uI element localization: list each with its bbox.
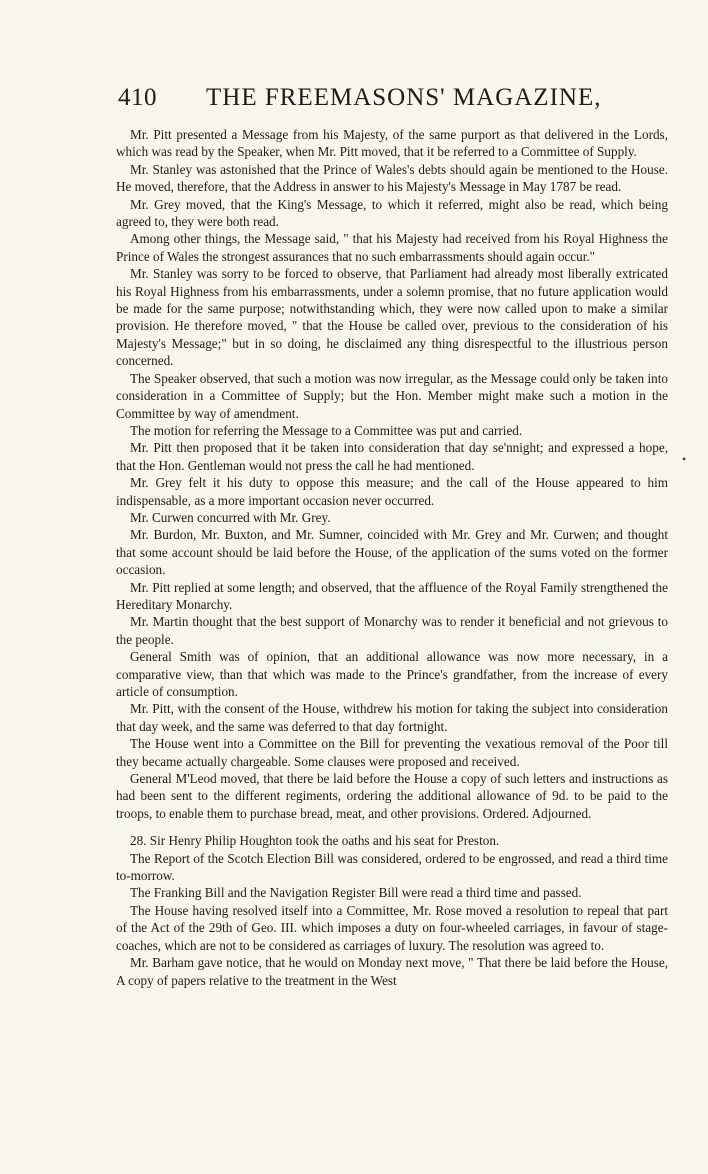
paragraph: The motion for referring the Message to a Committee was put and carried. [130, 422, 523, 438]
paragraph: The Franking Bill and the Navigation Register Bill were read a third time and passed. [130, 885, 582, 901]
page-number: 410 [118, 84, 157, 111]
paragraph: Mr. Stanley was sorry to be forced to observe, that Parliament had already most liberally extricated his Royal Highness from his embarrassments, under a solemn promise, that no future application would be made for the same purpose; notwithstanding which, they were now called upon to make a similar provision. He therefore moved, " that the House be called over, previous to the consideration of his Majesty's Message;" but in so doing, he disclaimed any thing disrespectful to the illustrious person concerned. [116, 266, 668, 369]
paragraph: The House went into a Committee on the Bill for preventing the vexatious removal of the Poor till they became actually chargeable. Some clauses were proposed and received. [116, 736, 668, 769]
paragraph: The House having resolved itself into a Committee, Mr. Rose moved a resolution to repeal that part of the Act of the 29th of Geo. III. which imposes a duty on four-wheeled carriages, in favour of stage-coaches, which are not to be considered as carriages of luxury. The resolution was agreed to. [116, 902, 668, 953]
paragraph: Among other things, the Message said, " that his Majesty had received from his Royal Highness the Prince of Wales the strongest assurances that no such embarrassments should again occur." [116, 231, 668, 264]
paragraph: Mr. Pitt replied at some length; and observed, that the affluence of the Royal Family strengthened the Hereditary Monarchy. [116, 579, 668, 612]
paragraph: Mr. Curwen concurred with Mr. Grey. [130, 509, 331, 525]
paragraph: The Speaker observed, that such a motion was now irregular, as the Message could only be taken into consideration in a Committee of Supply; but the Hon. Member might make such a motion in the Committee by way of amendment. [116, 370, 668, 421]
paragraph: Mr. Pitt presented a Message from his Majesty, of the same purport as that delivered in the Lords, which was read by the Speaker, when Mr. Pitt moved, that it be referred to a Committee of Supply. [116, 127, 668, 160]
paragraph: Mr. Stanley was astonished that the Prince of Wales's debts should again be mentioned to the House. He moved, therefore, that the Address in answer to his Majesty's Message in May 1787 be read. [116, 161, 668, 195]
paragraph: Mr. Grey moved, that the King's Message, to which it referred, might also be read, which being agreed to, they were both read. [116, 196, 668, 230]
body-text [116, 126, 668, 989]
paragraph: 28. Sir Henry Philip Houghton took the oaths and his seat for Preston. [130, 833, 500, 849]
paragraph: Mr. Barham gave notice, that he would on Monday next move, " That there be laid before the House, A copy of papers relative to the treatment in the West [116, 955, 668, 988]
paragraph: General Smith was of opinion, that an additional allowance was now more necessary, in a comparative view, than that which was made to the Prince's grandfather, from the increase of every article of consumption. [116, 649, 668, 699]
paragraph: Mr. Pitt, with the consent of the House, withdrew his motion for taking the subject into consideration that day week, and the same was deferred to that day fortnight. [116, 701, 668, 734]
paragraph: General M'Leod moved, that there be laid before the House a copy of such letters and instructions as had been sent to the different regiments, ordering the additional allowance of 9d. to be paid to the troops, to enable them to purchase bread, meat, and other provisions. Ordered. Adjourned. [116, 771, 668, 821]
paragraph: Mr. Pitt then proposed that it be taken into consideration that day se'nnight; and expressed a hope, that the Hon. Gentleman would not press the call he had mentioned. [116, 440, 668, 473]
paragraph: Mr. Martin thought that the best support of Monarchy was to render it beneficial and not grievous to the people. [116, 614, 668, 647]
page-header [118, 82, 666, 116]
paragraph: The Report of the Scotch Election Bill was considered, ordered to be engrossed, and read a third time to-morrow. [116, 850, 668, 884]
paragraph: Mr. Burdon, Mr. Buxton, and Mr. Sumner, coincided with Mr. Grey and Mr. Curwen; and thought that some account should be laid before the House, of the application of the sums voted on the former occasion. [116, 527, 668, 578]
margin-mark: • [682, 452, 687, 466]
running-head: THE FREEMASONS' MAGAZINE, [206, 84, 602, 111]
paragraph: Mr. Grey felt it his duty to oppose this measure; and the call of the House appeared to him indispensable, as a more important occasion never occurred. [116, 475, 668, 508]
